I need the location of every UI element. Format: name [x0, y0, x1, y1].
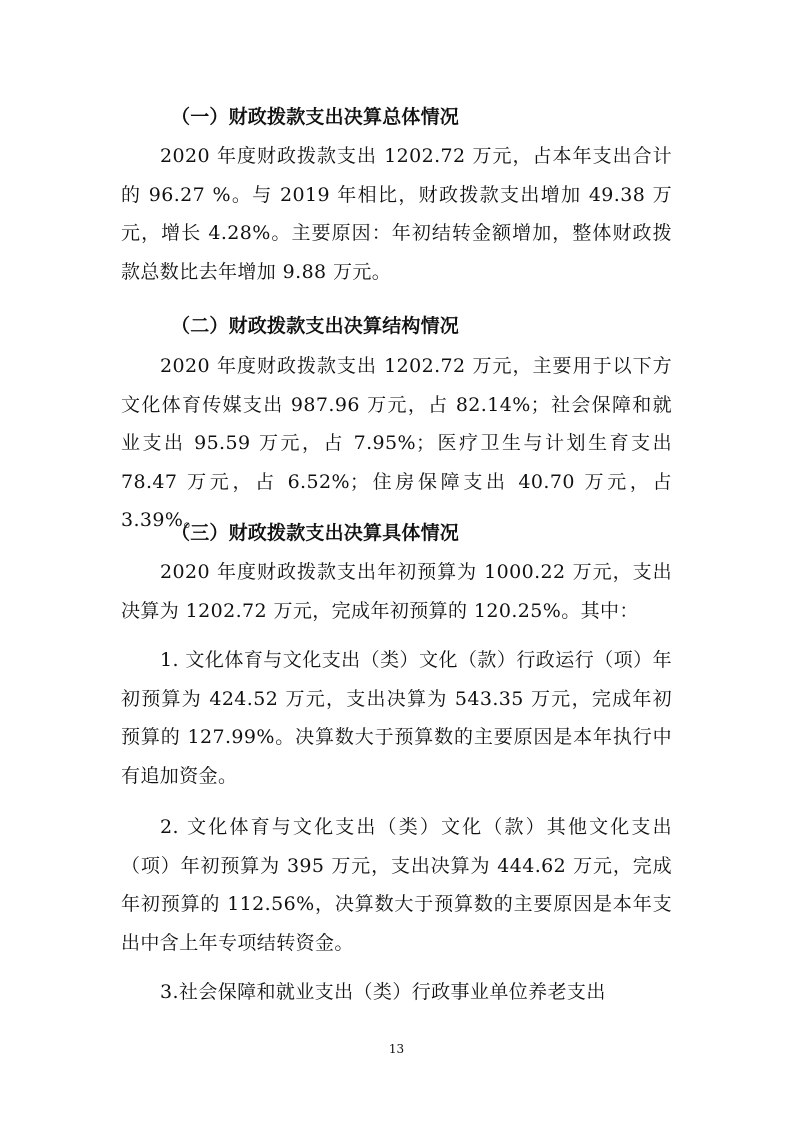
- section-heading-1: （一）财政拨款支出决算总体情况: [171, 106, 460, 128]
- paragraph-item-1: 1. 文化体育与文化支出（类）文化（款）行政运行（项）年初预算为 424.52 万元，支出决算为 543.35 万元，完成年初预算的 127.99%。决算数大于预算数的主要原因是本年执行中有追加资金。: [121, 649, 672, 787]
- paragraph-overall: 2020 年度财政拨款支出 1202.72 万元，占本年支出合计的 96.27 %。与 2019 年相比，财政拨款支出增加 49.38 万元，增长 4.28%。主要原因：年初结转金额增加，整体财政拨款总数比去年增加 9.88 万元。: [121, 145, 672, 283]
- paragraph-item-3: 3.社会保障和就业支出（类）行政事业单位养老支出: [160, 981, 606, 1003]
- paragraph-specific-intro: 2020 年度财政拨款支出年初预算为 1000.22 万元，支出决算为 1202.72 万元，完成年初预算的 120.25%。其中：: [121, 561, 672, 622]
- page-number: 13: [388, 1042, 405, 1056]
- paragraph-item-2: 2. 文化体育与文化支出（类）文化（款）其他文化支出（项）年初预算为 395 万元，支出决算为 444.62 万元，完成年初预算的 112.56%，决算数大于预算数的主要原因是本年支出中含上年专项结转资金。: [121, 816, 672, 954]
- section-heading-2: （二）财政拨款支出决算结构情况: [171, 315, 460, 337]
- section-heading-3: （三）财政拨款支出决算具体情况: [171, 522, 460, 544]
- paragraph-structure: 2020 年度财政拨款支出 1202.72 万元，主要用于以下方文化体育传媒支出 987.96 万元，占 82.14%；社会保障和就业支出 95.59 万元，占 7.95%；医疗卫生与计划生育支出 78.47 万元，占 6.52%；住房保障支出 40.70 万元，占 3.39%。: [121, 355, 672, 531]
